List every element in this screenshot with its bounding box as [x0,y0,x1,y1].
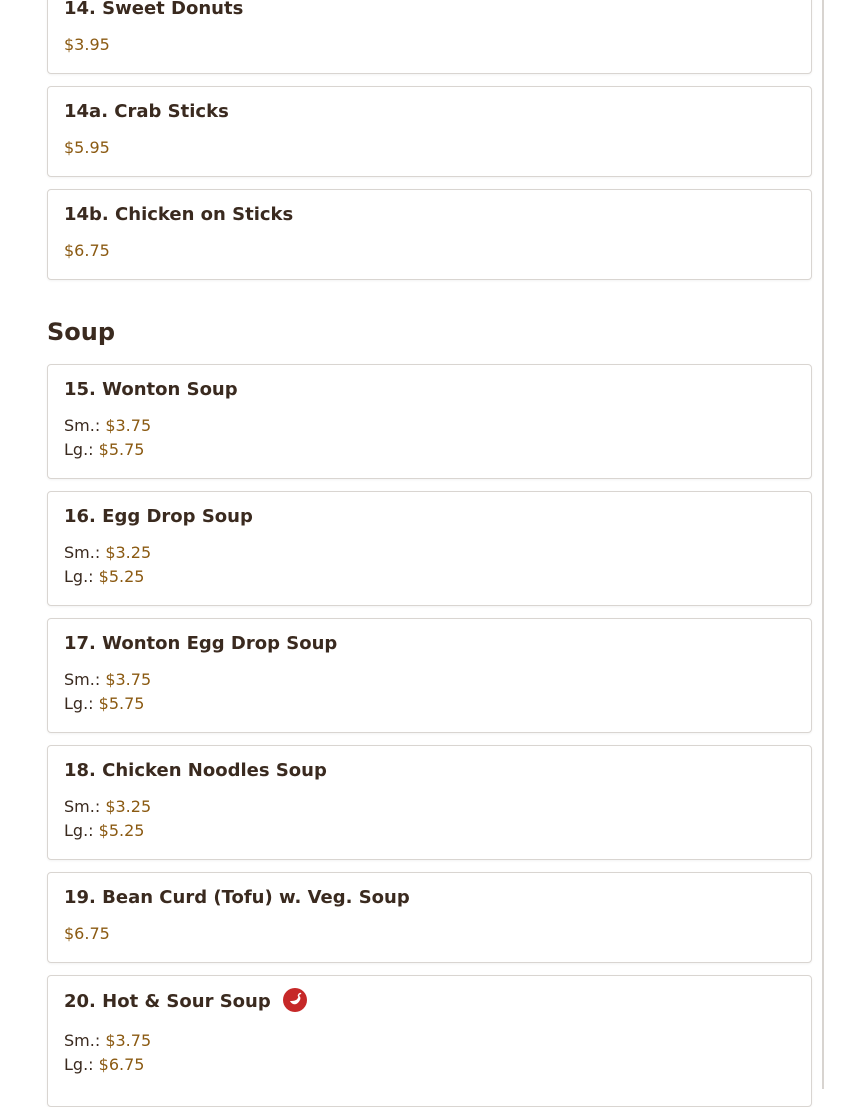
menu-item-name: 18. Chicken Noodles Soup [64,760,327,781]
spicy-pepper-icon [283,988,307,1012]
size-price-small [64,797,151,816]
menu-item-card[interactable] [47,189,812,280]
menu-item-card[interactable] [47,745,812,860]
menu-item-price: $6.75 [64,924,110,943]
menu-item-name: 20. Hot & Sour Soup [64,991,271,1012]
size-label: Sm.: [64,1031,101,1050]
menu-item-card[interactable] [47,872,812,963]
menu-item-name: 14. Sweet Donuts [64,0,244,19]
menu-item-name: 16. Egg Drop Soup [64,506,253,527]
menu-item-name: 14b. Chicken on Sticks [64,204,294,225]
menu-item-price: $3.25 [105,797,152,816]
size-label: Sm.: [64,543,101,562]
size-label: Sm.: [64,797,101,816]
menu-item-price: $5.25 [98,567,145,586]
menu-item-price: $3.75 [105,670,152,689]
size-label: Sm.: [64,670,101,689]
size-label: Lg.: [64,821,94,840]
menu-item-card[interactable] [47,364,812,479]
menu-item-name: 19. Bean Curd (Tofu) w. Veg. Soup [64,887,410,908]
size-price-large [64,1055,144,1074]
menu-item-price: $6.75 [98,1055,145,1074]
menu-item-price-line [64,924,110,943]
size-price-small [64,670,151,689]
size-price-large [64,821,144,840]
menu-item-price: $5.25 [98,821,145,840]
menu-item-card[interactable] [47,491,812,606]
size-price-small [64,1031,151,1050]
section-title-soup: Soup [47,318,116,346]
menu-item-card[interactable] [47,975,812,1107]
menu-item-price: $5.75 [98,440,145,459]
menu-item-name: 17. Wonton Egg Drop Soup [64,633,338,654]
size-label: Lg.: [64,1055,94,1074]
scrollbar-track[interactable] [822,0,824,1089]
size-label: Lg.: [64,440,94,459]
size-label: Sm.: [64,416,101,435]
size-price-large [64,567,144,586]
menu-item-price: $6.75 [64,241,110,260]
menu-item-price: $3.75 [105,1031,152,1050]
menu-item-price-line [64,35,110,54]
menu-item-price: $5.75 [98,694,145,713]
size-label: Lg.: [64,567,94,586]
menu-item-price: $3.75 [105,416,152,435]
menu-item-card[interactable] [47,86,812,177]
menu-item-name: 14a. Crab Sticks [64,101,229,122]
menu-item-price: $5.95 [64,138,110,157]
size-price-large [64,440,144,459]
size-label: Lg.: [64,694,94,713]
menu-item-price: $3.95 [64,35,110,54]
menu-item-price-line [64,138,110,157]
size-price-large [64,694,144,713]
menu-item-name-row [64,990,307,1014]
menu-item-card[interactable] [47,618,812,733]
menu-item-card[interactable] [47,0,812,74]
menu-item-price: $3.25 [105,543,152,562]
menu-item-price-line [64,241,110,260]
menu-item-name: 15. Wonton Soup [64,379,238,400]
size-price-small [64,416,151,435]
size-price-small [64,543,151,562]
